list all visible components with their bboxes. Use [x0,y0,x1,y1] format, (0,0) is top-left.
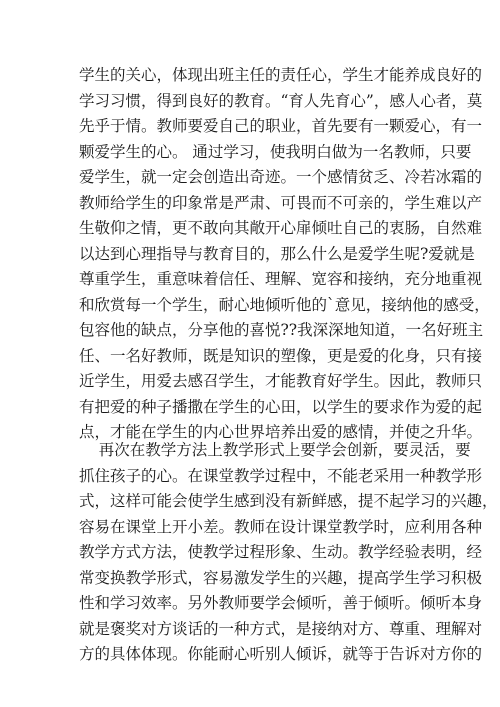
text-line: 学生的关心，体现出班主任的责任心，学生才能养成良好的 [79,66,483,84]
text-line: 点，才能在学生的内心世界培养出爱的感情，并使之升华。 [79,423,483,441]
text-line: 再次在教学方法上教学形式上要学会创新，要灵活，要 [79,441,471,459]
text-line: 包容他的缺点，分享他的喜悦??我深深地知道，一名好班主 [79,321,484,339]
text-line: 容易在课堂上开小差。教师在设计课堂教学时，应利用各种 [79,517,483,536]
text-line: 生敬仰之情，更不敢向其敞开心扉倾吐自己的衷肠，自然难 [79,219,483,237]
text-line: 尊重学生，重意味着信任、理解、宽容和接纳，充分地重视 [79,270,483,288]
text-line: 先乎于情。教师要爱自己的职业，首先要有一颗爱心，有一 [79,117,483,135]
text-line: 性和学习效率。另外教师要学会倾听，善于倾听。倾听本身 [79,594,483,612]
text-line: 教学方式方法，使教学过程形象、生动。教学经验表明，经 [79,543,483,561]
paragraph-2 [79,438,498,668]
text-line: 爱学生，就一定会创造出奇迹。一个感情贫乏、冷若冰霜的 [79,168,483,186]
text-line: 有把爱的种子播撒在学生的心田，以学生的要求作为爱的起 [79,397,483,416]
text-line: 抓住孩子的心。在课堂教学过程中，不能老采用一种教学形 [79,466,483,485]
text-line: 常变换教学形式，容易激发学生的兴趣，提高学生学习积极 [79,568,483,587]
text-line: 颗爱学生的心。 通过学习，使我明白做为一名教师，只要 [79,142,472,161]
text-line: 和欣赏每一个学生，耐心地倾听他的`意见，接纳他的感受， [79,295,490,314]
text-line: 就是褒奖对方谈话的一种方式，是接纳对方、尊重、理解对 [79,619,483,638]
paragraph-1 [79,63,490,446]
text-line: 教师给学生的印象常是严肃、可畏而不可亲的，学生难以产 [79,193,483,212]
text-line: 方的具体体现。你能耐心听别人倾诉，就等于告诉对方你的 [79,645,483,663]
text-line: 学习习惯，得到良好的教育。“育人先育心”，感人心者，莫 [79,91,483,110]
text-line: 近学生，用爱去感召学生，才能教育好学生。因此，教师只 [79,372,483,390]
text-line: 任、一名好教师，既是知识的塑像，更是爱的化身，只有接 [79,346,483,365]
text-line: 式，这样可能会使学生感到没有新鲜感，提不起学习的兴趣， [79,492,498,510]
text-line: 以达到心理指导与教育目的，那么什么是爱学生呢?爱就是 [79,244,475,263]
